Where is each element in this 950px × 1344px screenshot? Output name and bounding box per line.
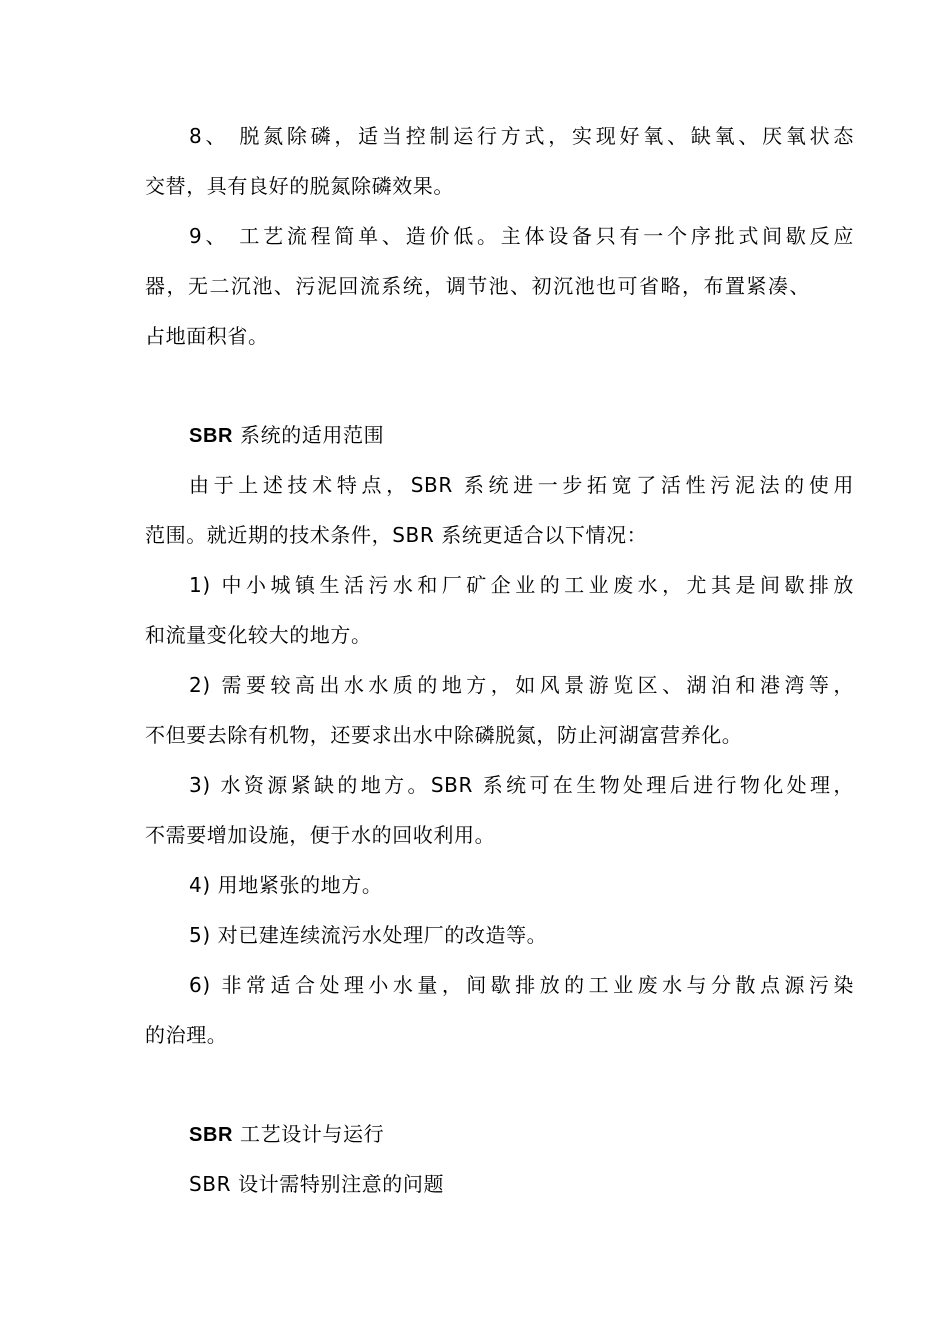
paragraph-8-line-1: 8、 脱氮除磷，适当控制运行方式，实现好氧、缺氧、厌氧状态 <box>189 124 854 148</box>
section-heading-scope <box>189 422 854 449</box>
scope-item-3-line-1: 3) 水资源紧缺的地方。SBR 系统可在生物处理后进行物化处理， <box>189 773 854 797</box>
scope-item-1-line-2: 和流量变化较大的地方。 <box>145 623 372 647</box>
scope-intro-line-1: 由于上述技术特点，SBR 系统进一步拓宽了活性污泥法的使用 <box>189 473 854 497</box>
section-heading-scope-text: 系统的适用范围 <box>233 423 385 447</box>
scope-item-3-line-2: 不需要增加设施，便于水的回收利用。 <box>145 823 496 847</box>
section-heading-design-text: 工艺设计与运行 <box>233 1122 385 1146</box>
section-heading-design-bold: SBR <box>189 1124 234 1146</box>
paragraph-9-line-3: 占地面积省。 <box>145 324 269 348</box>
scope-item-6-line-2: 的治理。 <box>145 1023 228 1047</box>
scope-item-1-line-1: 1) 中小城镇生活污水和厂矿企业的工业废水，尤其是间歇排放 <box>189 573 854 597</box>
section-heading-design <box>189 1121 854 1148</box>
design-subheading: SBR 设计需特别注意的问题 <box>189 1172 445 1196</box>
scope-item-6-line-1: 6) 非常适合处理小水量，间歇排放的工业废水与分散点源污染 <box>189 973 854 997</box>
scope-item-2-line-2: 不但要去除有机物，还要求出水中除磷脱氮，防止河湖富营养化。 <box>145 723 743 747</box>
section-heading-scope-bold: SBR <box>189 425 234 447</box>
paragraph-9-line-2: 器，无二沉池、污泥回流系统，调节池、初沉池也可省略，布置紧凑、 <box>145 274 810 298</box>
scope-intro-line-2: 范围。就近期的技术条件，SBR 系统更适合以下情况： <box>145 523 648 547</box>
paragraph-8-line-2: 交替，具有良好的脱氮除磷效果。 <box>145 174 454 198</box>
scope-item-2-line-1: 2) 需要较高出水水质的地方，如风景游览区、湖泊和港湾等， <box>189 673 854 697</box>
paragraph-9-line-1: 9、 工艺流程简单、造价低。主体设备只有一个序批式间歇反应 <box>189 224 854 248</box>
scope-item-4: 4) 用地紧张的地方。 <box>189 873 383 897</box>
scope-item-5: 5) 对已建连续流污水处理厂的改造等。 <box>189 923 548 947</box>
